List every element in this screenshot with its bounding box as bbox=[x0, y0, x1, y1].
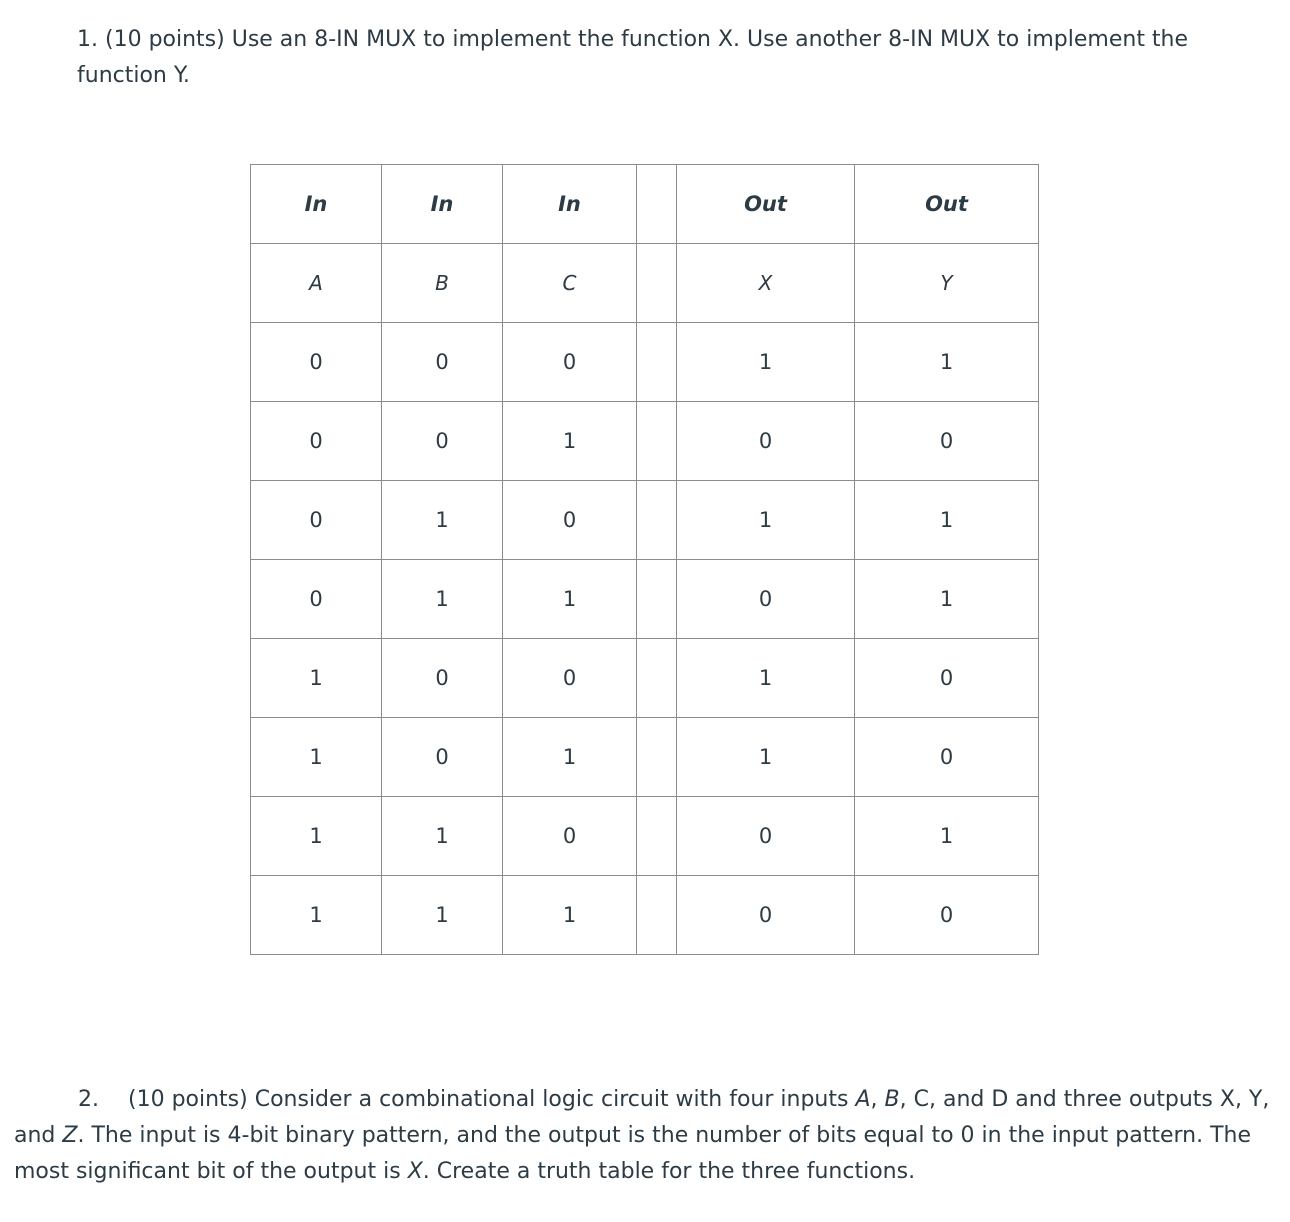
question-1-text: (10 points) Use an 8-IN MUX to implement the function X. Use another 8-IN MUX to implement the function Y. bbox=[77, 27, 1189, 88]
table-variable-row bbox=[251, 244, 1039, 323]
table-cell: 0 bbox=[503, 481, 637, 560]
table-row bbox=[251, 718, 1039, 797]
truth-table bbox=[250, 164, 1039, 955]
table-cell: 0 bbox=[251, 481, 382, 560]
variable-b: B bbox=[884, 1087, 900, 1112]
table-cell: 1 bbox=[677, 481, 855, 560]
table-cell: 0 bbox=[855, 639, 1039, 718]
table-cell: 0 bbox=[251, 323, 382, 402]
table-cell: 1 bbox=[677, 323, 855, 402]
question-2-text-part: (10 points) Consider a combinational logic circuit with four inputs bbox=[128, 1087, 856, 1112]
table-cell: 0 bbox=[855, 718, 1039, 797]
question-2 bbox=[14, 1082, 1276, 1190]
table-cell: 1 bbox=[503, 402, 637, 481]
table-cell: 0 bbox=[677, 560, 855, 639]
table-cell: 0 bbox=[677, 876, 855, 955]
spacer-cell bbox=[637, 481, 677, 560]
table-header-row bbox=[251, 165, 1039, 244]
variable-cell: A bbox=[251, 244, 382, 323]
table-cell: 0 bbox=[382, 402, 503, 481]
table-cell: 1 bbox=[382, 876, 503, 955]
table-row bbox=[251, 560, 1039, 639]
spacer-cell bbox=[637, 639, 677, 718]
question-2-text-part: , C, and D and three outputs X, Y, and bbox=[14, 1087, 1270, 1148]
header-cell: Out bbox=[677, 165, 855, 244]
variable-cell: Y bbox=[855, 244, 1039, 323]
header-cell: In bbox=[251, 165, 382, 244]
table-cell: 0 bbox=[251, 560, 382, 639]
variable-x: X bbox=[407, 1159, 423, 1184]
table-cell: 0 bbox=[855, 876, 1039, 955]
table-cell: 0 bbox=[855, 402, 1039, 481]
spacer-cell bbox=[637, 560, 677, 639]
spacer-cell bbox=[637, 876, 677, 955]
table-cell: 1 bbox=[855, 481, 1039, 560]
table-row bbox=[251, 323, 1039, 402]
table-cell: 1 bbox=[251, 639, 382, 718]
table-cell: 0 bbox=[677, 797, 855, 876]
table-cell: 1 bbox=[251, 718, 382, 797]
table-cell: 1 bbox=[382, 797, 503, 876]
table-cell: 1 bbox=[382, 481, 503, 560]
truth-table-body bbox=[251, 323, 1039, 955]
variable-cell: B bbox=[382, 244, 503, 323]
spacer-cell bbox=[637, 402, 677, 481]
table-cell: 0 bbox=[382, 323, 503, 402]
table-cell: 1 bbox=[503, 718, 637, 797]
table-cell: 1 bbox=[382, 560, 503, 639]
spacer-cell bbox=[637, 718, 677, 797]
table-cell: 1 bbox=[855, 797, 1039, 876]
question-2-text-part: . Create a truth table for the three functions. bbox=[422, 1159, 916, 1184]
header-cell: In bbox=[382, 165, 503, 244]
question-1 bbox=[77, 22, 1277, 94]
variable-cell: X bbox=[677, 244, 855, 323]
table-cell: 1 bbox=[677, 639, 855, 718]
question-2-number: 2. bbox=[78, 1087, 99, 1112]
variable-z: Z bbox=[62, 1123, 78, 1148]
table-row bbox=[251, 402, 1039, 481]
table-cell: 0 bbox=[382, 718, 503, 797]
table-cell: 1 bbox=[251, 876, 382, 955]
table-cell: 1 bbox=[677, 718, 855, 797]
spacer-cell bbox=[637, 244, 677, 323]
table-row bbox=[251, 797, 1039, 876]
header-cell: In bbox=[503, 165, 637, 244]
table-row bbox=[251, 876, 1039, 955]
table-cell: 1 bbox=[251, 797, 382, 876]
spacer-cell bbox=[637, 323, 677, 402]
header-cell: Out bbox=[855, 165, 1039, 244]
table-row bbox=[251, 481, 1039, 560]
variable-cell: C bbox=[503, 244, 637, 323]
question-2-text bbox=[14, 1087, 1269, 1184]
table-cell: 0 bbox=[382, 639, 503, 718]
table-cell: 1 bbox=[503, 876, 637, 955]
table-cell: 1 bbox=[855, 560, 1039, 639]
table-cell: 0 bbox=[677, 402, 855, 481]
table-row bbox=[251, 639, 1039, 718]
question-1-number: 1. bbox=[77, 27, 98, 52]
spacer-cell bbox=[637, 797, 677, 876]
table-cell: 1 bbox=[503, 560, 637, 639]
question-2-text-part: . The input is 4-bit binary pattern, and the output is the number of bits equal to 0 in the input pattern. The most significant bit of the output is bbox=[14, 1123, 1252, 1184]
variable-a: A bbox=[855, 1087, 871, 1112]
table-cell: 1 bbox=[855, 323, 1039, 402]
spacer-cell bbox=[637, 165, 677, 244]
table-cell: 0 bbox=[503, 797, 637, 876]
question-2-text-part: , bbox=[870, 1087, 885, 1112]
table-cell: 0 bbox=[503, 639, 637, 718]
table-cell: 0 bbox=[251, 402, 382, 481]
table-cell: 0 bbox=[503, 323, 637, 402]
